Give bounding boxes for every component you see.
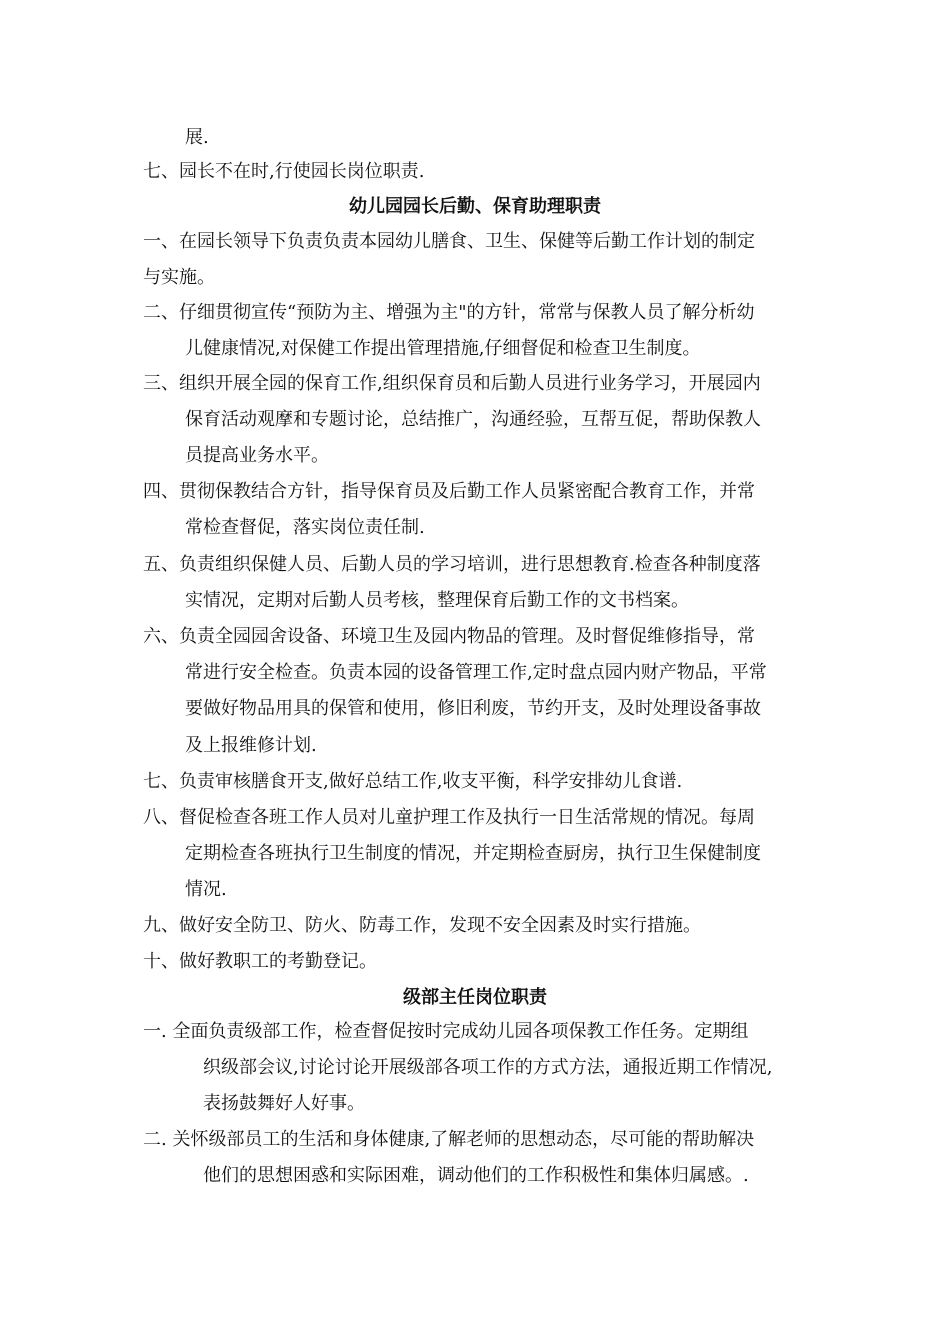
paragraph-line: 三、组织开展全园的保育工作,组织保育员和后勤人员进行业务学习，开展园内 — [143, 373, 761, 394]
paragraph-line: 织级部会议,讨论讨论开展级部各项工作的方式方法，通报近期工作情况, — [203, 1057, 773, 1078]
paragraph-line: 八、督促检查各班工作人员对儿童护理工作及执行一日生活常规的情况。每周 — [143, 807, 755, 828]
paragraph-line: 常检查督促，落实岗位责任制. — [185, 517, 425, 538]
paragraph-line: 一. 全面负责级部工作，检查督促按时完成幼儿园各项保教工作任务。定期组 — [143, 1021, 749, 1042]
paragraph-line: 情况. — [185, 879, 227, 900]
continuation-line: 展. — [185, 127, 209, 148]
paragraph-line: 四、贯彻保教结合方针，指导保育员及后勤工作人员紧密配合教育工作，并常 — [143, 481, 755, 502]
paragraph-line: 二、仔细贯彻宣传“预防为主、增强为主"的方针，常常与保教人员了解分析幼 — [143, 302, 755, 323]
paragraph-line: 保育活动观摩和专题讨论，总结推广，沟通经验，互帮互促，帮助保教人 — [185, 409, 761, 430]
paragraph-item-7: 七、园长不在时,行使园长岗位职责. — [143, 161, 425, 182]
paragraph-line: 他们的思想困惑和实际困难，调动他们的工作积极性和集体归属感。. — [203, 1165, 749, 1186]
paragraph-line: 及上报维修计划. — [185, 735, 317, 756]
paragraph-line: 十、做好教职工的考勤登记。 — [143, 951, 377, 972]
paragraph-line: 与实施。 — [143, 267, 215, 288]
paragraph-line: 实情况，定期对后勤人员考核，整理保育后勤工作的文书档案。 — [185, 590, 689, 611]
paragraph-line: 九、做好安全防卫、防火、防毒工作，发现不安全因素及时实行措施。 — [143, 915, 701, 936]
paragraph-line: 常进行安全检查。负责本园的设备管理工作,定时盘点园内财产物品，平常 — [185, 662, 767, 683]
paragraph-line: 定期检查各班执行卫生制度的情况，并定期检查厨房，执行卫生保健制度 — [185, 843, 761, 864]
paragraph-line: 六、负责全园园舍设备、环境卫生及园内物品的管理。及时督促维修指导，常 — [143, 626, 755, 647]
section-title-grade-director: 级部主任岗位职责 — [403, 987, 547, 1008]
paragraph-line: 员提高业务水平。 — [185, 445, 329, 466]
paragraph-line: 要做好物品用具的保管和使用，修旧利废，节约开支，及时处理设备事故 — [185, 698, 761, 719]
paragraph-line: 二. 关怀级部员工的生活和身体健康,了解老师的思想动态，尽可能的帮助解决 — [143, 1129, 755, 1150]
paragraph-line: 儿健康情况,对保健工作提出管理措施,仔细督促和检查卫生制度。 — [185, 338, 701, 359]
paragraph-line: 五、负责组织保健人员、后勤人员的学习培训，进行思想教育.检查各种制度落 — [143, 554, 761, 575]
paragraph-line: 七、负责审核膳食开支,做好总结工作,收支平衡，科学安排幼儿食谱. — [143, 771, 683, 792]
paragraph-line: 表扬鼓舞好人好事。 — [203, 1093, 365, 1114]
section-title-logistics-assistant: 幼儿园园长后勤、保育助理职责 — [349, 196, 601, 217]
paragraph-line: 一、在园长领导下负责负责本园幼儿膳食、卫生、保健等后勤工作计划的制定 — [143, 231, 755, 252]
